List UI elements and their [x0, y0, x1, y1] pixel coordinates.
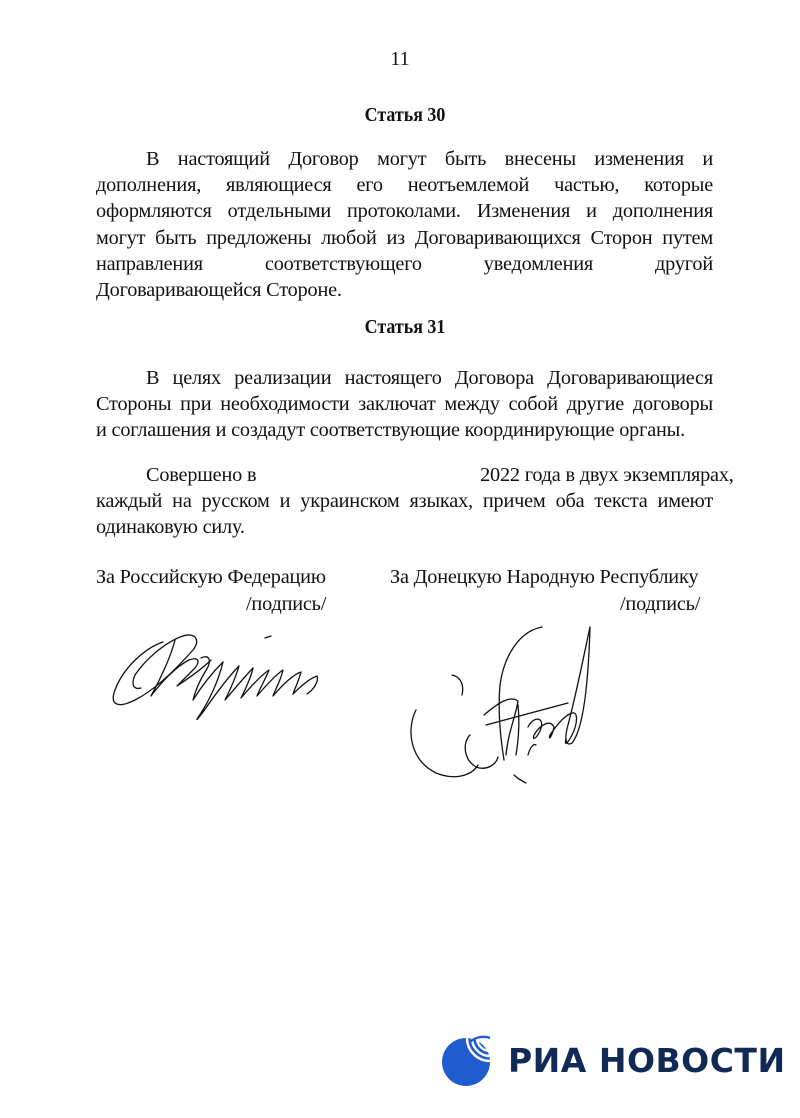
handwritten-signature-russia — [105, 620, 365, 730]
article-paragraph — [96, 365, 713, 444]
globe-icon — [440, 1032, 496, 1088]
text-line: и соглашения и создадут соответствующие координирующие органы. — [96, 419, 685, 442]
closing-date-text: 2022 года в двух экземплярах, — [480, 464, 734, 486]
brand-name: РИА НОВОСТИ — [508, 1041, 786, 1080]
closing-place-text: Совершено в — [146, 464, 257, 486]
text-line: Стороны при необходимости заключат между собой другие договоры — [96, 393, 713, 416]
handwritten-signature-dpr — [400, 615, 620, 790]
page-number: 11 — [390, 48, 410, 70]
signatory-party-russia: За Российскую Федерацию — [96, 566, 326, 588]
text-line: В настоящий Договор могут быть внесены изменения и — [146, 148, 713, 170]
signature-label: /подпись/ — [620, 593, 701, 615]
article-heading: Статья 30 — [364, 105, 446, 126]
text-line — [96, 462, 734, 488]
text-line: каждый на русском и украинском языках, причем оба текста имеют — [96, 490, 713, 513]
signatory-party-dpr: За Донецкую Народную Республику — [390, 566, 699, 588]
text-line: В целях реализации настоящего Договора Договаривающиеся — [146, 367, 713, 389]
ria-novosti-logo — [440, 1032, 786, 1088]
text-line: одинаковую силу. — [96, 516, 245, 539]
text-line: направления соответствующего уведомления другой — [96, 252, 713, 275]
text-line: дополнения, являющиеся его неотъемлемой частью, которые — [96, 174, 713, 197]
text-line: могут быть предложены любой из Договаривающихся Сторон путем — [96, 226, 713, 249]
text-line: Договаривающейся Стороне. — [96, 278, 342, 301]
text-line: оформляются отдельными протоколами. Изменения и дополнения — [96, 200, 713, 223]
article-heading: Статья 31 — [364, 317, 446, 338]
closing-paragraph — [96, 462, 734, 541]
article-paragraph — [96, 146, 713, 303]
signature-label: /подпись/ — [246, 593, 327, 615]
